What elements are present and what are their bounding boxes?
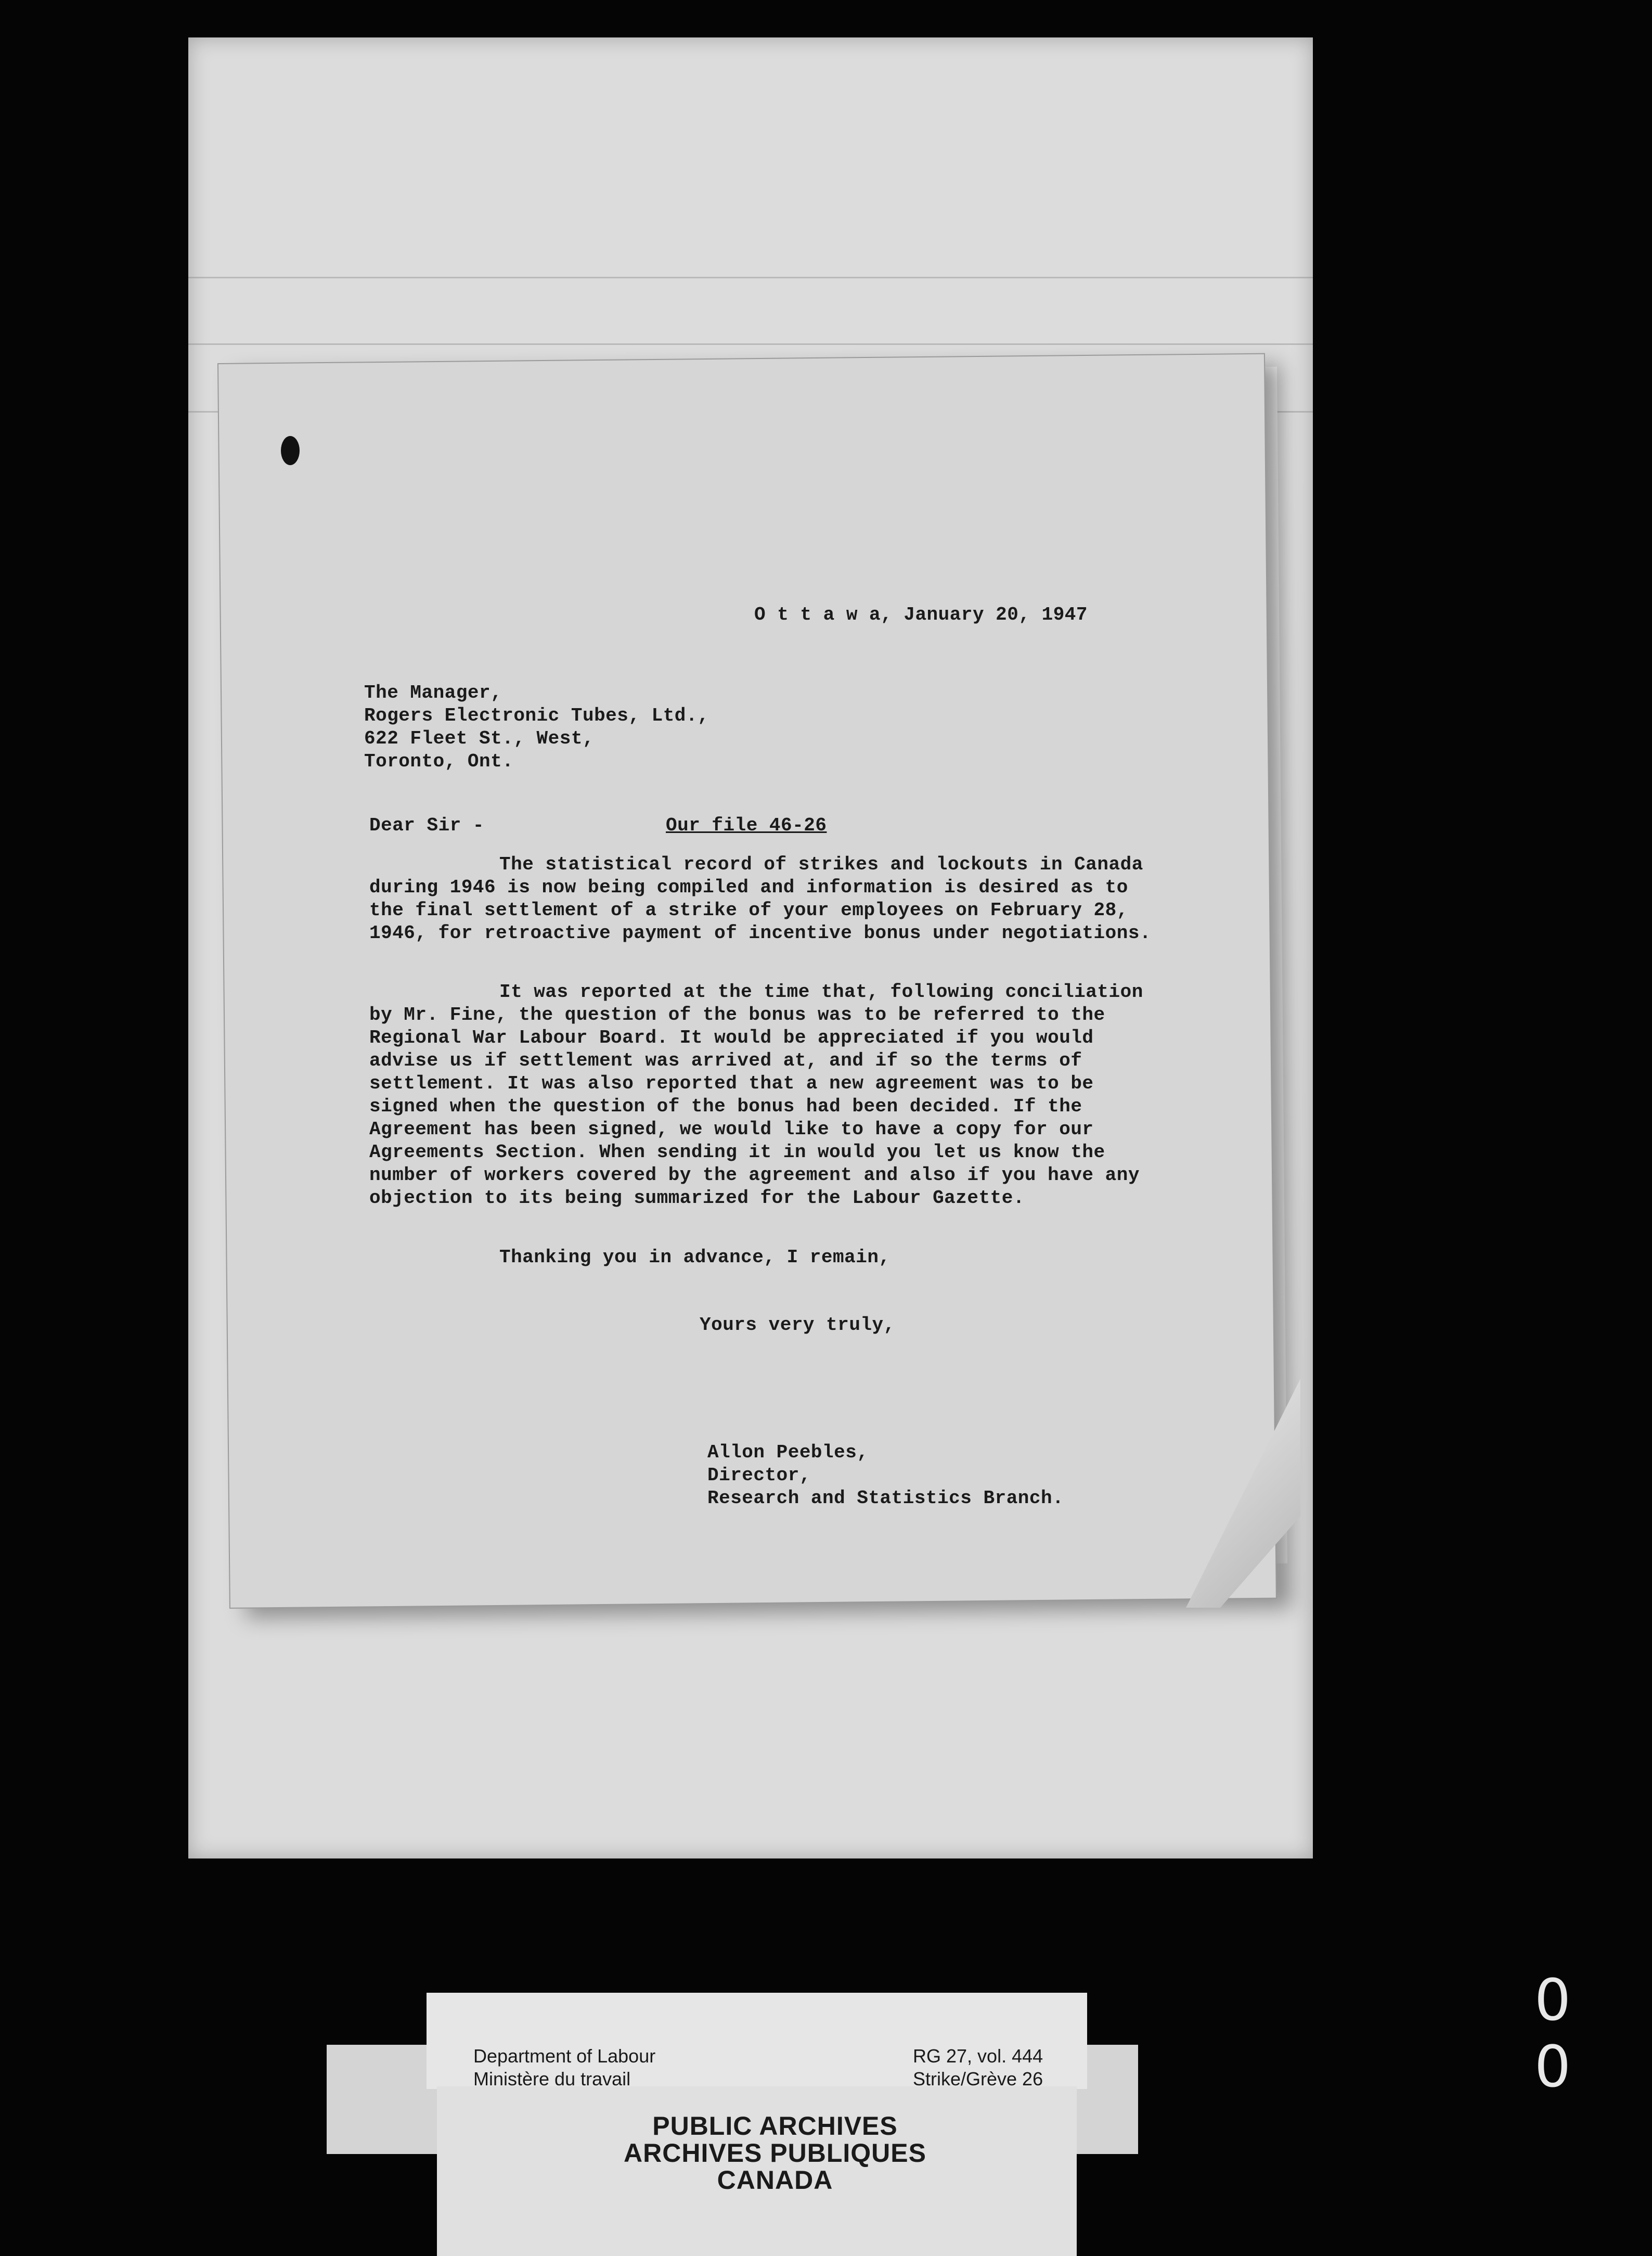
punch-hole xyxy=(281,436,300,465)
body-paragraph-2: It was reported at the time that, following conciliation by Mr. Fine, the question of the bonus was to be referred to the Regional War Labour Board. It would be appreciated if you would advise us if settlement was arrived at, and if so the terms of settlement. It was also reported that a new agreement was to be signed when the question of the bonus had been decided. If the Agreement has been signed, we would like to have a copy for our Agreements Section. When sending it in would you let us know the number of workers covered by the agreement and also if you have any objection to its being summarized for the Labour Gazette. xyxy=(369,981,1143,1209)
thanks-line: Thanking you in advance, I remain, xyxy=(499,1247,890,1268)
ruled-line xyxy=(188,343,1313,345)
closing-line: Yours very truly, xyxy=(700,1314,895,1336)
signature-block: Allon Peebles, Director, Research and Statistics Branch. xyxy=(707,1442,1064,1509)
department-label: Department of Labour Ministère du travail xyxy=(473,2045,656,2090)
public-archives-stamp: PUBLIC ARCHIVES ARCHIVES PUBLIQUES CANADA xyxy=(624,2111,926,2195)
letter-date: O t t a w a, January 20, 1947 xyxy=(754,604,1088,625)
body-paragraph-1: The statistical record of strikes and lockouts in Canada during 1946 is now being compiled and information is desired as to the final settlement of a strike of your employees on February 28, 1946, for retroactive payment of incentive bonus under negotiations. xyxy=(369,854,1152,944)
record-group-label: RG 27, vol. 444 Strike/Grève 26 xyxy=(913,2045,1043,2090)
salutation: Dear Sir - xyxy=(369,815,485,836)
ruled-line xyxy=(188,277,1313,278)
recipient-address: The Manager, Rogers Electronic Tubes, Ltd., 622 Fleet St., West, Toronto, Ont. xyxy=(364,682,709,772)
reel-marker: 0 0 xyxy=(1534,1967,1602,2100)
file-reference: Our file 46-26 xyxy=(666,815,827,836)
